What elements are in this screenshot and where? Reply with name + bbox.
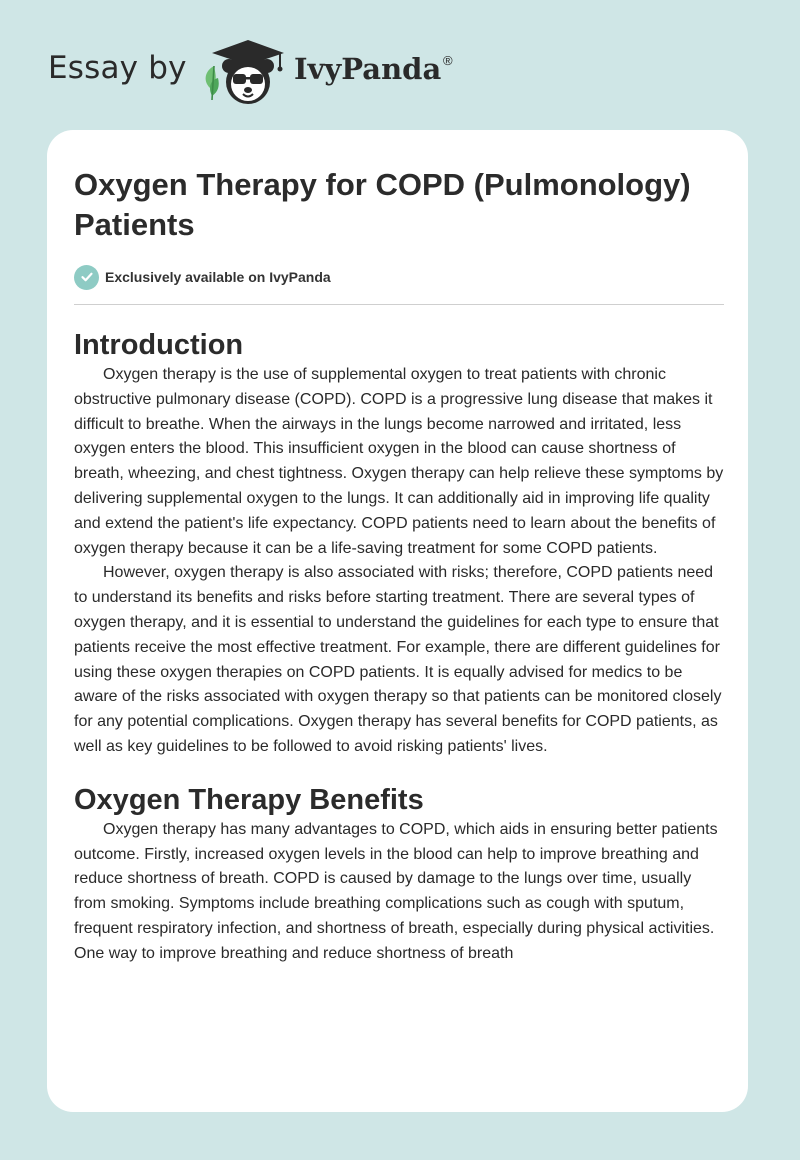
paragraph: However, oxygen therapy is also associated with risks; therefore, COPD patients need to understand its benefits and risks before starting treatment. There are several types of oxygen therapy, and it is essential to understand the guidelines for each type to ensure that patients receive the most effective treatment. For example, there are different guidelines for using these oxygen therapies on COPD patients. It is equally advised for medics to be aware of the risks associated with oxygen therapy so that patients can be monitored closely for any potential complications. Oxygen therapy has several benefits for COPD patients, as well as key guidelines to be followed to avoid risking patients' lives. [74, 564, 722, 755]
registered-mark: ® [443, 53, 453, 68]
essay-content [74, 165, 724, 967]
page-title: Oxygen Therapy for COPD (Pulmonology) Patients [74, 167, 691, 242]
check-circle-icon [74, 265, 99, 290]
paragraph: Oxygen therapy has many advantages to COPD, which aids in ensuring better patients outcome. Firstly, increased oxygen levels in the blood can help to improve breathing and reduce shortness of breath. COPD is caused by damage to the lungs over time, usually from smoking. Symptoms include breathing complications such as cough with sputum, frequent respiratory infection, and shortness of breath, especially during physical activities. One way to improve breathing and reduce shortness of breath [74, 820, 718, 962]
site-header [0, 0, 800, 130]
section-heading-introduction: Introduction [74, 329, 244, 361]
paragraph: Oxygen therapy is the use of supplemental oxygen to treat patients with chronic obstructive pulmonary disease (COPD). COPD is a progressive lung disease that makes it difficult to breathe. When the airways in the lungs become narrowed and irritated, less oxygen enters the blood. This insufficient oxygen in the blood can cause shortness of breath, wheezing, and chest tightness. Oxygen therapy can help relieve these symptoms by delivering supplemental oxygen to the lungs. It can additionally aid in improving life quality and extend the patient's life expectancy. COPD patients need to learn about the benefits of oxygen therapy because it can be a life-saving treatment for some COPD patients. [74, 366, 724, 557]
exclusive-label: Exclusively available on IvyPanda [105, 269, 331, 285]
essay-card [47, 130, 748, 1112]
brand-prefix: Essay by [48, 50, 187, 86]
section-heading-benefits: Oxygen Therapy Benefits [74, 783, 424, 816]
divider [74, 304, 724, 305]
exclusive-badge [74, 264, 724, 290]
panda-graduate-icon[interactable] [200, 36, 292, 108]
brand-name[interactable]: IvyPanda [294, 52, 442, 86]
